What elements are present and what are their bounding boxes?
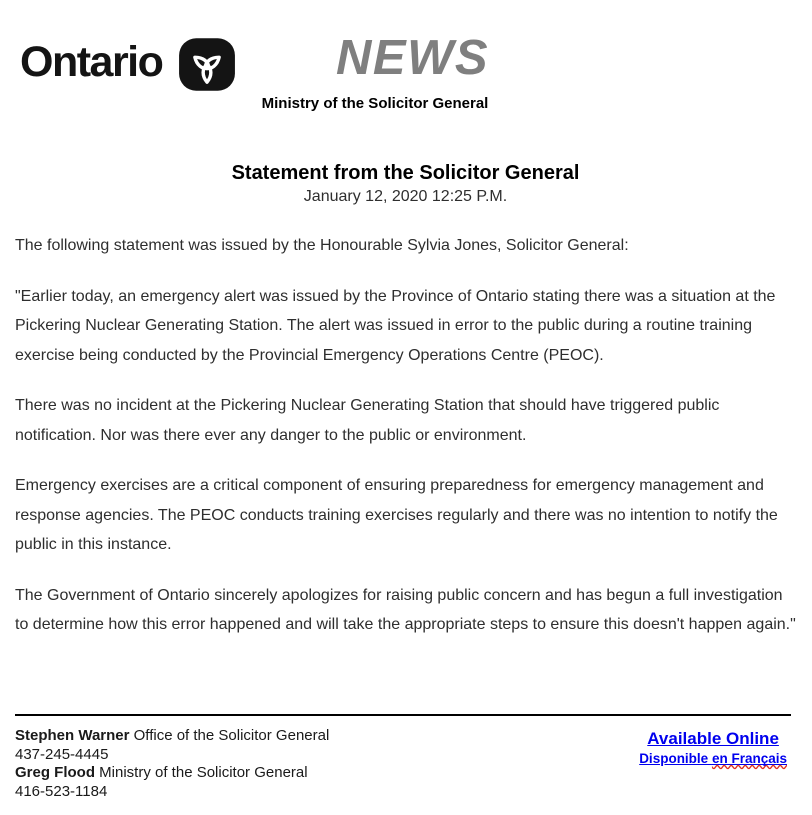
statement-body: [0, 162, 812, 640]
trillium-icon: [176, 36, 238, 93]
media-contacts: [15, 727, 329, 801]
masthead: [0, 0, 812, 120]
contact-phone: 437-245-4445: [15, 745, 109, 763]
ontario-wordmark: Ontario: [20, 38, 163, 86]
footer-divider: [15, 714, 791, 801]
french-link-misspelled-part: en Français: [711, 751, 787, 766]
contact-line: [15, 764, 329, 783]
statement-paragraph: "Earlier today, an emergency alert was issued by the Province of Ontario stating there was a situation at the Pickering Nuclear Generating Station. The alert was issued in error to the public during a routine training exercise being conducted by the Provincial Emergency Operations Centre (PEOC).: [15, 287, 776, 364]
statement-paragraph: The Government of Ontario sincerely apologizes for raising public concern and has begun a full investigation to determine how this error happened and will take the appropriate steps to ensure this doesn't happen again.": [15, 586, 796, 633]
contact-line: [15, 727, 329, 746]
statement-paragraph: There was no incident at the Pickering Nuclear Generating Station that should have triggered public notification. Nor was there ever any danger to the public or environment.: [15, 397, 720, 444]
statement-date: January 12, 2020 12:25 P.M.: [303, 188, 508, 205]
contact-name: Greg Flood: [15, 764, 95, 781]
disponible-en-francais-link[interactable]: [639, 751, 787, 766]
contact-name: Stephen Warner: [15, 727, 130, 744]
ministry-label: Ministry of the Solicitor General: [261, 95, 489, 112]
french-link-prefix: Disponible: [639, 751, 712, 766]
footer: [15, 716, 791, 801]
statement-paragraph: Emergency exercises are a critical component of ensuring preparedness for emergency management and response agencies. The PEOC conducts training exercises regularly and there was no intention to notify the public in this instance.: [15, 477, 778, 553]
statement-title: Statement from the Solicitor General: [231, 162, 580, 184]
contact-org: Office of the Solicitor General: [133, 727, 330, 744]
available-online-link[interactable]: Available Online: [647, 729, 779, 748]
footer-links: [639, 729, 791, 801]
statement-paragraphs: [15, 231, 796, 640]
contact-phone: 416-523-1184: [15, 782, 108, 800]
news-masthead-label: NEWS: [336, 31, 489, 85]
statement-paragraph: The following statement was issued by the Honourable Sylvia Jones, Solicitor General:: [15, 237, 629, 254]
contact-org: Ministry of the Solicitor General: [99, 764, 308, 781]
